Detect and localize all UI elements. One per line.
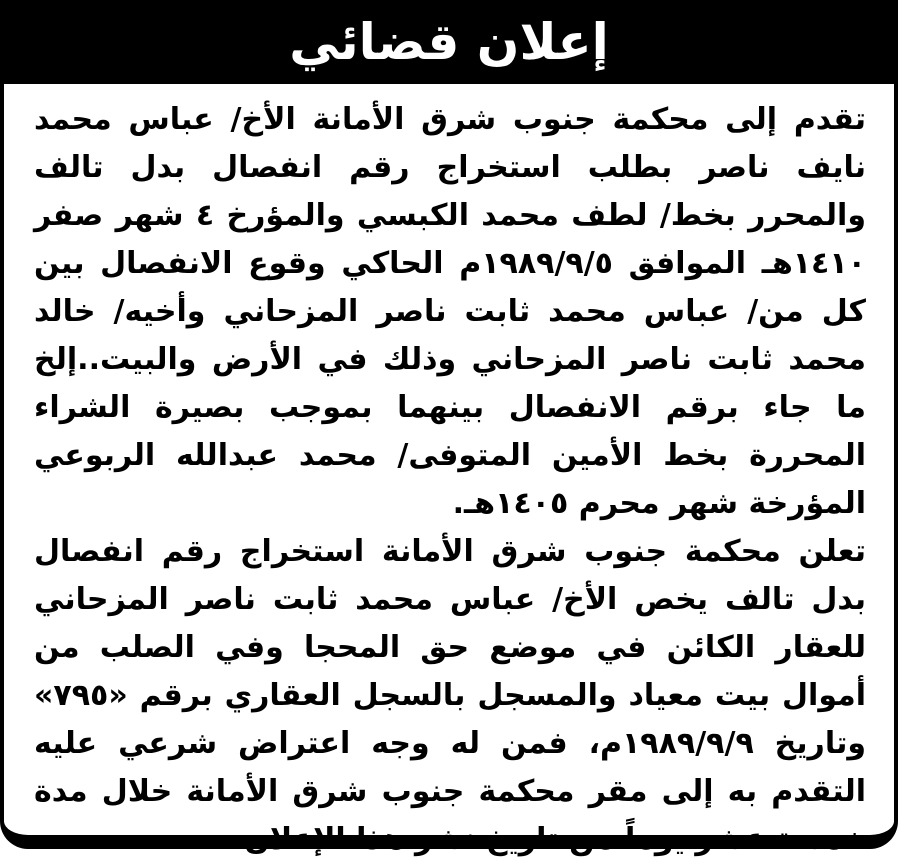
title-bar	[0, 0, 898, 84]
paragraph-request: تقدم إلى محكمة جنوب شرق الأمانة الأخ/ عباس محمد نايف ناصر بطلب استخراج رقم انفصال بدل تالف والمحرر بخط/ لطف محمد الكبسي والمؤرخ ٤ شهر صفر ١٤١٠هـ الموافق ١٩٨٩/٩/٥م الحاكي وقوع الانفصال بين كل من/ عباس محمد ثابت ناصر المزحاني وأخيه/ خالد محمد ثابت ناصر المزحاني وذلك في الأرض والبيت..إلخ ما جاء برقم الانفصال بينهما بموجب بصيرة الشراء المحررة بخط الأمين المتوفى/ محمد عبدالله الربوعي المؤرخة شهر محرم ١٤٠٥هـ.	[34, 102, 866, 521]
notice-body	[34, 96, 866, 864]
paragraph-announcement: تعلن محكمة جنوب شرق الأمانة استخراج رقم انفصال بدل تالف يخص الأخ/ عباس محمد ثابت ناصر المزحاني للعقار الكائن في موضع حق المحجا وفي الصلب من أموال بيت معياد والمسجل بالسجل العقاري برقم «٧٩٥» وتاريخ ١٩٨٩/٩/٩م، فمن له وجه اعتراض شرعي عليه التقدم به إلى مقر محكمة جنوب شرق الأمانة خلال مدة خمسة عشر يوماً من تاريخ نشر هذا الإعلان.	[34, 534, 867, 857]
notice-title: إعلان قضائي	[289, 13, 609, 71]
